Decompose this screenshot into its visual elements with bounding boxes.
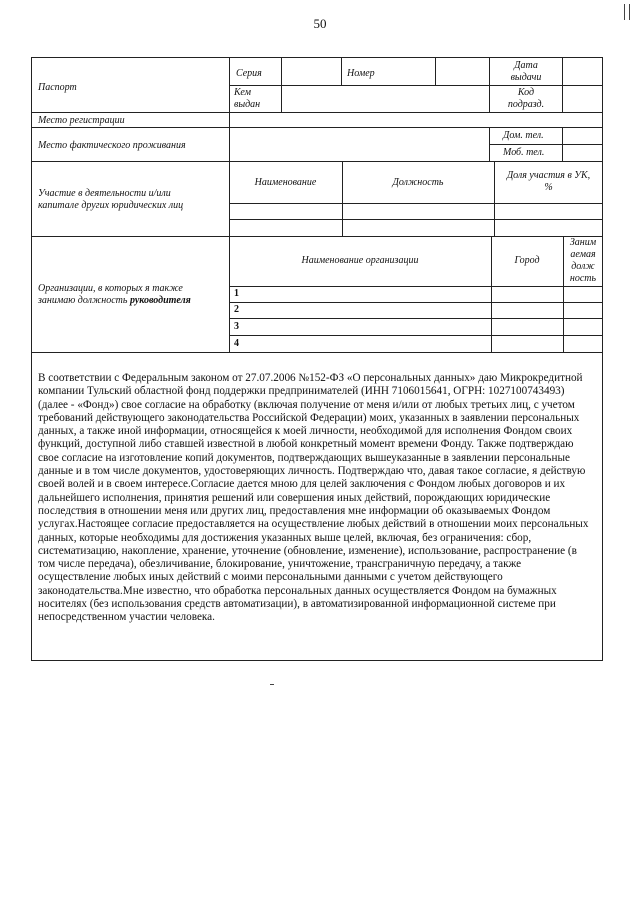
passport-vline-2 xyxy=(341,57,342,85)
organizations-label-1: Организации, в которых я также xyxy=(38,283,183,294)
organizations-label-2: занимаю должность руководителя xyxy=(38,295,191,306)
organizations-row-number: 4 xyxy=(234,338,239,349)
residence-mid-line xyxy=(489,144,603,145)
passport-mid-line xyxy=(229,85,603,86)
organizations-col-position-4: ность xyxy=(569,273,597,284)
organizations-header-line xyxy=(229,286,603,287)
passport-vline-3 xyxy=(435,57,436,85)
passport-label: Паспорт xyxy=(38,82,77,93)
passport-issue-date-label-1: Дата xyxy=(514,60,538,71)
organizations-col-city: Город xyxy=(514,255,540,266)
passport-bottom-line xyxy=(31,112,603,113)
participation-col-position: Должность xyxy=(392,177,444,188)
passport-issued-by-label-1: Кем xyxy=(234,87,251,98)
passport-issued-by-label-2: выдан xyxy=(234,99,261,110)
organizations-col-position-3: долж xyxy=(571,261,595,272)
passport-vline-5 xyxy=(562,57,563,112)
home-phone-label: Дом. тел. xyxy=(503,130,544,141)
organizations-row-number: 3 xyxy=(234,321,239,332)
mobile-phone-label: Моб. тел. xyxy=(503,147,545,158)
scan-mark xyxy=(270,684,274,685)
participation-row-line xyxy=(229,219,603,220)
page-number: 50 xyxy=(313,16,327,31)
participation-col-share-1: Доля участия в УК, xyxy=(506,170,591,181)
residence-vline-1 xyxy=(489,127,490,161)
label-column-divider xyxy=(229,57,230,352)
organizations-row-number: 2 xyxy=(234,304,239,315)
residence-vline-2 xyxy=(562,127,563,161)
participation-header-line xyxy=(229,203,603,204)
residence-bottom-line xyxy=(31,161,603,162)
participation-vline-1 xyxy=(342,161,343,236)
participation-col-share-2: % xyxy=(544,182,553,193)
passport-vline-1 xyxy=(281,57,282,112)
participation-label-1: Участие в деятельности и/или xyxy=(38,188,171,199)
passport-number-label: Номер xyxy=(347,68,375,79)
table-bottom-line xyxy=(31,352,603,353)
organizations-row-line-2 xyxy=(229,318,603,319)
passport-code-label-2: подразд. xyxy=(507,99,545,110)
organizations-col-name: Наименование организации xyxy=(301,255,419,266)
participation-label-2: капитале других юридических лиц xyxy=(38,200,184,211)
participation-bottom-line xyxy=(31,236,603,237)
passport-code-label-1: Код xyxy=(517,87,535,98)
organizations-row-number: 1 xyxy=(234,288,239,299)
registration-label: Место регистрации xyxy=(38,115,125,126)
registration-bottom-line xyxy=(31,127,603,128)
residence-label: Место фактического проживания xyxy=(38,140,186,151)
organizations-col-position-2: аемая xyxy=(570,249,596,260)
passport-issue-date-label-2: выдачи xyxy=(510,72,542,83)
passport-series-label: Серия xyxy=(236,68,262,79)
consent-text: В соответствии с Федеральным законом от 27.07.2006 №152-ФЗ «О персональных данных» даю Микрокредитной компании Тульский областной фонд поддержки предпринимателей (ИНН 7106015641, ОГРН: 1027100743493) (далее - «Фонд») свое согласие на обработку (включая получение от меня и/или от любых третьих лиц, с учетом требований действующего законодательства Российской Федерации) моих, указанных в заявлении персональных данных, а также иной информации, относящейся к моей личности, необходимой для исполнения Фондом своих функций, доступной либо ставшей известной в любой конкретный момент времени Фонду. Также подтверждаю свое согласие на изготовление копий документов, подтверждающих вышеуказанные в заявлении персональные данные и в том числе документов, удостоверяющих личность. Подтверждаю что, давая такое согласие, я действую своей волей и в своем интересе.Согласие дается мною для целей заключения с Фондом любых договоров и их дальнейшего исполнения, принятия решений или совершения иных действий, порождающих юридические последствия в отношении меня или других лиц, предоставления мне информации об оказываемых Фондом услугах.Настоящее согласие предоставляется на осуществление любых действий в отношении моих персональных данных, которые необходимы для достижения указанных выше целей, включая, без ограничения: сбор, систематизацию, накопление, хранение, уточнение (обновление, изменение), использование, распространение (в том числе передача), обезличивание, блокирование, уничтожение, трансграничную передачу, а также осуществление любых иных действий с моими персональными данными с учетом действующего законодательства.Мне известно, что обработка персональных данных осуществляется Фондом на бумажных носителях (без использования средств автоматизации), в автоматизированной информационной системе при непосредственном участии человека. xyxy=(38,372,589,624)
organizations-col-position-1: Заним xyxy=(569,237,597,248)
organizations-row-line-1 xyxy=(229,302,603,303)
participation-col-name: Наименование xyxy=(254,177,317,188)
organizations-row-line-3 xyxy=(229,335,603,336)
